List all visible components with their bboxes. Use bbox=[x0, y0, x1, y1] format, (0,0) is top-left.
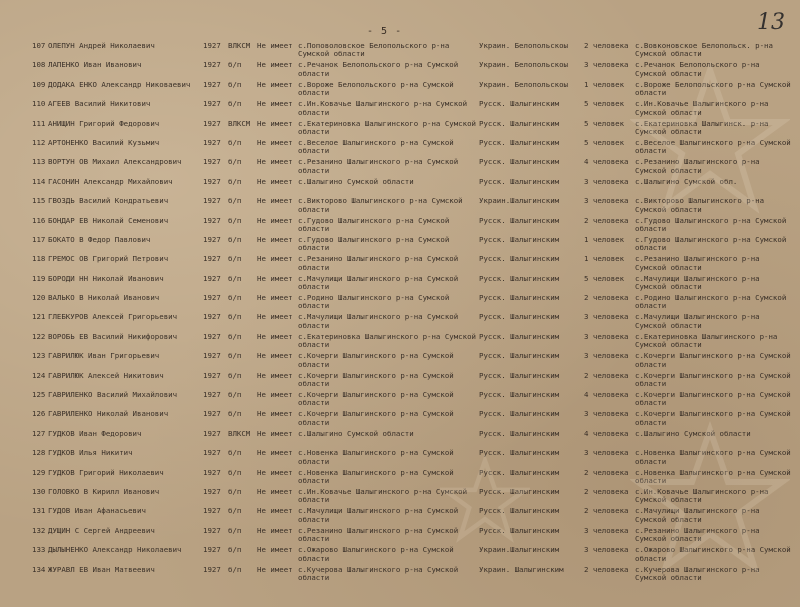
party-membership: б/п bbox=[228, 506, 242, 516]
table-row bbox=[0, 271, 800, 290]
family-count: 3 человека bbox=[584, 409, 629, 419]
party-membership: б/п bbox=[228, 293, 242, 303]
row-number: 121 bbox=[32, 312, 46, 322]
conviction-status: Не имеет bbox=[257, 137, 293, 147]
table-row bbox=[0, 251, 800, 270]
home-address: с.Мачулищи Шалыгинского р-на Сумской области bbox=[298, 312, 459, 330]
conviction-status: Не имеет bbox=[257, 196, 293, 206]
person-name: ДУЩИН С Сергей Андреевич bbox=[48, 526, 155, 535]
family-count: 5 человек bbox=[584, 137, 625, 147]
home-address: с.Ожарово Шалыгинского р-на Сумской области bbox=[298, 545, 454, 563]
home-address: с.Мачулищи Шалыгинского р-на Сумской области bbox=[298, 506, 459, 524]
row-number: 126 bbox=[32, 409, 46, 419]
home-address: с.Кочерги Шалыгинского р-на Сумской области bbox=[298, 351, 454, 369]
family-count: 3 человека bbox=[584, 448, 629, 458]
birth-year: 1927 bbox=[203, 157, 221, 167]
home-address: с.Мачулищи Шалыгинского р-на Сумской области bbox=[298, 273, 459, 292]
birth-year: 1927 bbox=[203, 215, 221, 225]
birth-year: 1927 bbox=[203, 409, 221, 419]
conviction-status: Не имеет bbox=[257, 545, 293, 555]
party-membership: б/п bbox=[228, 137, 242, 147]
handwritten-sheet-number: 13 bbox=[757, 10, 785, 35]
birth-year: 1927 bbox=[203, 196, 221, 206]
record-list bbox=[0, 38, 800, 581]
table-row bbox=[0, 213, 800, 232]
birth-year: 1927 bbox=[203, 312, 221, 322]
person-name: ЖУРАВЛ ЕВ Иван Матвеевич bbox=[48, 565, 155, 574]
table-row bbox=[0, 77, 800, 96]
home-address: с.Вороже Белопольского р-на Сумской области bbox=[298, 79, 454, 98]
birth-year: 1927 bbox=[203, 525, 221, 535]
row-number: 120 bbox=[32, 293, 46, 303]
family-address: с.Веселое Шалыгинского р-на Сумской области bbox=[635, 138, 791, 156]
row-number: 127 bbox=[32, 428, 46, 438]
table-row bbox=[0, 174, 800, 193]
nationality-district: Русск. Шалыгинским bbox=[479, 526, 560, 535]
table-row bbox=[0, 542, 800, 561]
party-membership: б/п bbox=[228, 467, 242, 477]
family-count: 3 человека bbox=[584, 545, 629, 555]
birth-year: 1927 bbox=[203, 60, 221, 70]
birth-year: 1927 bbox=[203, 370, 221, 380]
party-membership: б/п bbox=[228, 409, 242, 419]
nationality-district: Русск. Шалыгинским bbox=[479, 158, 560, 167]
home-address: с.Ин.Ковачье Шалыгинского р-на Сумской области bbox=[298, 486, 468, 505]
party-membership: б/п bbox=[228, 176, 242, 186]
family-count: 3 человека bbox=[584, 60, 629, 70]
home-address: с.Родино Шалыгинского р-на Сумской области bbox=[298, 293, 450, 311]
nationality-district: Украин. Белопольскоы bbox=[479, 42, 568, 50]
family-count: 2 человека bbox=[584, 564, 629, 574]
nationality-district: Русск. Шалыгинским bbox=[479, 332, 560, 341]
person-name: АГЕЕВ Василий Никитович bbox=[48, 100, 151, 109]
party-membership: б/п bbox=[228, 564, 242, 574]
family-address: с.Мачулищи Шалыгинского р-на Сумской области bbox=[635, 507, 760, 524]
row-number: 122 bbox=[32, 331, 46, 341]
table-row bbox=[0, 562, 800, 581]
birth-year: 1927 bbox=[203, 99, 221, 109]
table-row bbox=[0, 484, 800, 503]
conviction-status: Не имеет bbox=[257, 525, 293, 535]
home-address: с.Гудово Шалыгинского р-на Сумской области bbox=[298, 234, 450, 253]
party-membership: б/п bbox=[228, 370, 242, 380]
family-count: 2 человека bbox=[584, 215, 629, 225]
party-membership: б/п bbox=[228, 525, 242, 535]
party-membership: б/п bbox=[228, 486, 242, 496]
person-name: ГАВРИЛЕНКО Василий Михайлович bbox=[48, 391, 178, 400]
nationality-district: Русск. Шалыгинским bbox=[479, 371, 560, 380]
table-row bbox=[0, 232, 800, 251]
person-name: ВАЛЬКО В Николай Иванович bbox=[48, 294, 160, 303]
row-number: 108 bbox=[32, 60, 46, 70]
party-membership: б/п bbox=[228, 196, 242, 206]
family-address: с.Родино Шалыгинского р-на Сумской области bbox=[635, 294, 787, 311]
family-address: с.Речанок Белопольского р-на Сумской области bbox=[635, 61, 760, 78]
birth-year: 1927 bbox=[203, 234, 221, 244]
person-name: ГВОЗДЬ Василий Кондратьевич bbox=[48, 197, 169, 206]
person-name: ГАСОНИН Александр Михайлович bbox=[48, 177, 173, 186]
person-name: АРТОНЕНКО Василий Кузьмич bbox=[48, 138, 160, 147]
conviction-status: Не имеет bbox=[257, 467, 293, 477]
family-address: с.Шалыгино Сумской области bbox=[635, 429, 751, 438]
person-name: ГУДОВ Иван Афанасьевич bbox=[48, 507, 146, 516]
nationality-district: Русск. Шалыгинским bbox=[479, 410, 560, 419]
table-row bbox=[0, 309, 800, 328]
table-row bbox=[0, 135, 800, 154]
family-count: 2 человека bbox=[584, 41, 629, 50]
birth-year: 1927 bbox=[203, 351, 221, 361]
conviction-status: Не имеет bbox=[257, 176, 293, 186]
person-name: ОЛЕПУН Андрей Николаевич bbox=[48, 42, 155, 50]
table-row bbox=[0, 465, 800, 484]
nationality-district: Русск. Шалыгинским bbox=[479, 177, 560, 186]
family-address: с.Резанино Шалыгинского р-на Сумской области bbox=[635, 158, 760, 175]
family-count: 4 человека bbox=[584, 428, 629, 438]
family-address: с.Вороже Белопольского р-на Сумской области bbox=[635, 80, 791, 98]
family-count: 4 человека bbox=[584, 157, 629, 167]
table-row bbox=[0, 57, 800, 76]
person-name: ГОЛОВКО В Кирилл Иванович bbox=[48, 487, 160, 496]
family-address: с.Кочерги Шалыгинского р-на Сумской области bbox=[635, 391, 791, 408]
family-address: с.Ожарово Шалыгинского р-на Сумской области bbox=[635, 546, 791, 563]
home-address: с.Резанино Шалыгинского р-на Сумской области bbox=[298, 254, 459, 272]
person-name: ГУДКОВ Иван Федорович bbox=[48, 429, 142, 438]
family-address: с.Ин.Ковачье Шалыгинского р-на Сумской области bbox=[635, 487, 769, 505]
party-membership: б/п bbox=[228, 331, 242, 341]
family-address: с.Мачулищи Шалыгинского р-на Сумской области bbox=[635, 274, 760, 292]
party-membership: ВЛКСМ bbox=[228, 428, 251, 438]
nationality-district: Русск. Шалыгинским bbox=[479, 507, 560, 516]
home-address: с.Веселое Шалыгинского р-на Сумской области bbox=[298, 137, 454, 156]
party-membership: ВЛКСМ bbox=[228, 118, 251, 128]
row-number: 132 bbox=[32, 525, 46, 535]
birth-year: 1927 bbox=[203, 254, 221, 264]
home-address: с.Екатериновка Шалыгинского р-на Сумской области bbox=[298, 331, 476, 350]
home-address: с.Новенка Шалыгинского р-на Сумской области bbox=[298, 467, 454, 485]
birth-year: 1927 bbox=[203, 176, 221, 186]
birth-year: 1927 bbox=[203, 79, 221, 89]
row-number: 124 bbox=[32, 370, 46, 380]
family-count: 1 человек bbox=[584, 234, 625, 244]
family-count: 3 человека bbox=[584, 176, 629, 186]
row-number: 123 bbox=[32, 351, 46, 361]
nationality-district: Русск. Шалыгинским bbox=[479, 313, 560, 322]
table-row bbox=[0, 154, 800, 173]
person-name: ГАВРИЛЮК Алексей Никитович bbox=[48, 371, 164, 380]
person-name: АНИЩИН Григорий Федорович bbox=[48, 119, 160, 128]
family-count: 3 человека bbox=[584, 351, 629, 361]
conviction-status: Не имеет bbox=[257, 254, 293, 264]
birth-year: 1927 bbox=[203, 118, 221, 128]
conviction-status: Не имеет bbox=[257, 157, 293, 167]
family-address: с.Новенка Шалыгинского р-на Сумской области bbox=[635, 449, 791, 466]
nationality-district: Русск. Шалыгинским bbox=[479, 352, 560, 361]
conviction-status: Не имеет bbox=[257, 99, 293, 109]
row-number: 134 bbox=[32, 564, 46, 574]
row-number: 119 bbox=[32, 273, 46, 283]
table-row bbox=[0, 406, 800, 425]
party-membership: б/п bbox=[228, 448, 242, 458]
birth-year: 1927 bbox=[203, 293, 221, 303]
nationality-district: Русск. Шалыгинским bbox=[479, 138, 560, 147]
row-number: 113 bbox=[32, 157, 46, 167]
family-count: 2 человека bbox=[584, 486, 629, 496]
party-membership: ВЛКСМ bbox=[228, 41, 251, 50]
row-number: 133 bbox=[32, 545, 46, 555]
birth-year: 1927 bbox=[203, 41, 221, 50]
birth-year: 1927 bbox=[203, 448, 221, 458]
row-number: 115 bbox=[32, 196, 46, 206]
conviction-status: Не имеет bbox=[257, 370, 293, 380]
home-address: с.Викторово Шалыгинского р-на Сумской области bbox=[298, 196, 463, 214]
row-number: 107 bbox=[32, 41, 46, 50]
nationality-district: Русск. Шалыгинским bbox=[479, 487, 560, 496]
conviction-status: Не имеет bbox=[257, 273, 293, 283]
table-row bbox=[0, 523, 800, 542]
person-name: ГУДКОВ Илья Никитич bbox=[48, 449, 133, 458]
conviction-status: Не имеет bbox=[257, 564, 293, 574]
birth-year: 1927 bbox=[203, 273, 221, 283]
birth-year: 1927 bbox=[203, 506, 221, 516]
family-count: 1 человек bbox=[584, 254, 625, 264]
person-name: ГРЕМОС ОВ Григорий Петрович bbox=[48, 255, 169, 264]
home-address: с.Гудово Шалыгинского р-на Сумской области bbox=[298, 215, 450, 233]
family-address: с.Кочерги Шалыгинского р-на Сумской области bbox=[635, 352, 791, 369]
party-membership: б/п bbox=[228, 215, 242, 225]
person-name: ГЛЕБКУРОВ Алексей Григорьевич bbox=[48, 313, 178, 322]
person-name: ДОДАКА ЕНКО Александр Никоваевич bbox=[48, 80, 191, 89]
home-address: с.Речанок Белопольского р-на Сумской области bbox=[298, 60, 459, 78]
table-row bbox=[0, 96, 800, 115]
birth-year: 1927 bbox=[203, 467, 221, 477]
family-count: 1 человек bbox=[584, 79, 625, 89]
birth-year: 1927 bbox=[203, 137, 221, 147]
family-count: 3 человека bbox=[584, 196, 629, 206]
party-membership: б/п bbox=[228, 79, 242, 89]
table-row bbox=[0, 329, 800, 348]
family-address: с.Викторово Шалыгинского р-на Сумской области bbox=[635, 197, 765, 214]
birth-year: 1927 bbox=[203, 331, 221, 341]
person-name: ГУДКОВ Григорий Николаевич bbox=[48, 468, 164, 477]
table-row bbox=[0, 38, 800, 57]
row-number: 130 bbox=[32, 486, 46, 496]
family-count: 3 человека bbox=[584, 525, 629, 535]
conviction-status: Не имеет bbox=[257, 351, 293, 361]
table-row bbox=[0, 193, 800, 212]
nationality-district: Русск. Шалыгинским bbox=[479, 100, 560, 109]
birth-year: 1927 bbox=[203, 486, 221, 496]
family-address: с.Екатериновка Шалыгинск. р-на Сумской области bbox=[635, 119, 769, 136]
family-count: 5 человек bbox=[584, 118, 625, 128]
conviction-status: Не имеет bbox=[257, 486, 293, 496]
conviction-status: Не имеет bbox=[257, 312, 293, 322]
row-number: 129 bbox=[32, 467, 46, 477]
table-row bbox=[0, 426, 800, 445]
row-number: 117 bbox=[32, 234, 46, 244]
conviction-status: Не имеет bbox=[257, 41, 293, 50]
home-address: с.Екатериновка Шалыгинского р-на Сумской области bbox=[298, 118, 476, 136]
nationality-district: Украин.Шалыгинским bbox=[479, 546, 560, 555]
person-name: ГАВРИЛЮК Иван Григорьевич bbox=[48, 352, 160, 361]
home-address: с.Кочерги Шалыгинского р-на Сумской области bbox=[298, 390, 454, 408]
home-address: с.Шалыгино Сумской области bbox=[298, 176, 414, 186]
conviction-status: Не имеет bbox=[257, 118, 293, 128]
conviction-status: Не имеет bbox=[257, 79, 293, 89]
conviction-status: Не имеет bbox=[257, 293, 293, 303]
home-address: с.Шалыгино Сумской области bbox=[298, 428, 414, 438]
family-address: с.Кучерова Шалыгинского р-на Сумской области bbox=[635, 565, 760, 582]
family-address: с.Ин.Ковачье Шалыгинского р-на Сумской области bbox=[635, 100, 769, 117]
party-membership: б/п bbox=[228, 60, 242, 70]
family-count: 2 человека bbox=[584, 293, 629, 303]
row-number: 131 bbox=[32, 506, 46, 516]
row-number: 116 bbox=[32, 215, 46, 225]
conviction-status: Не имеет bbox=[257, 428, 293, 438]
person-name: ВОРОБЬ ЕВ Василий Никифорович bbox=[48, 332, 178, 341]
conviction-status: Не имеет bbox=[257, 506, 293, 516]
party-membership: б/п bbox=[228, 254, 242, 264]
nationality-district: Русск. Шалыгинским bbox=[479, 119, 560, 128]
family-address: с.Кочерги Шалыгинского р-на Сумской области bbox=[635, 410, 791, 427]
row-number: 111 bbox=[32, 118, 46, 128]
nationality-district: Русск. Шалыгинским bbox=[479, 216, 560, 225]
birth-year: 1927 bbox=[203, 390, 221, 400]
conviction-status: Не имеет bbox=[257, 390, 293, 400]
home-address: с.Кучерова Шалыгинского р-на Сумской области bbox=[298, 564, 459, 582]
nationality-district: Русск. Шалыгинским bbox=[479, 274, 560, 283]
person-name: ЛАПЕНКО Иван Иванович bbox=[48, 61, 142, 70]
family-address: с.Кочерги Шалыгинского р-на Сумской области bbox=[635, 371, 791, 389]
nationality-district: Русск. Шалыгинским bbox=[479, 429, 560, 438]
conviction-status: Не имеет bbox=[257, 215, 293, 225]
home-address: с.Ин.Ковачье Шалыгинского р-на Сумской области bbox=[298, 99, 468, 117]
table-row bbox=[0, 116, 800, 135]
nationality-district: Русск. Шалыгинским bbox=[479, 449, 560, 458]
nationality-district: Русск. Шалыгинским bbox=[479, 255, 560, 264]
row-number: 109 bbox=[32, 79, 46, 89]
family-address: с.Гудово Шалыгинского р-на Сумской области bbox=[635, 235, 787, 253]
nationality-district: Русск. Шалыгинским bbox=[479, 468, 560, 477]
family-count: 3 человека bbox=[584, 312, 629, 322]
home-address: с.Кочерги Шалыгинского р-на Сумской области bbox=[298, 409, 454, 427]
nationality-district: Украин. Белопольскоы bbox=[479, 61, 568, 70]
birth-year: 1927 bbox=[203, 428, 221, 438]
person-name: ВОРТУН ОВ Михаил Александрович bbox=[48, 158, 182, 167]
conviction-status: Не имеет bbox=[257, 331, 293, 341]
table-row bbox=[0, 348, 800, 367]
family-address: с.Гудово Шалыгинского р-на Сумской области bbox=[635, 216, 787, 233]
family-address: с.Новенка Шалыгинского р-на Сумской области bbox=[635, 468, 791, 485]
family-count: 5 человек bbox=[584, 99, 625, 109]
table-row bbox=[0, 445, 800, 464]
row-number: 128 bbox=[32, 448, 46, 458]
row-number: 118 bbox=[32, 254, 46, 264]
family-count: 2 человека bbox=[584, 506, 629, 516]
birth-year: 1927 bbox=[203, 545, 221, 555]
home-address: с.Поповоловское Белопольского р-на Сумской области bbox=[298, 41, 450, 59]
table-row bbox=[0, 290, 800, 309]
family-count: 4 человека bbox=[584, 390, 629, 400]
person-name: ДЫЛЫНЕНКО Александр Николаевич bbox=[48, 546, 182, 555]
table-row bbox=[0, 387, 800, 406]
home-address: с.Резанино Шалыгинского р-на Сумской области bbox=[298, 525, 459, 544]
family-address: с.Екатериновка Шалыгинского р-на Сумской области bbox=[635, 332, 778, 350]
conviction-status: Не имеет bbox=[257, 234, 293, 244]
nationality-district: Русск. Шалыгинским bbox=[479, 391, 560, 400]
conviction-status: Не имеет bbox=[257, 409, 293, 419]
family-count: 3 человека bbox=[584, 331, 629, 341]
family-address: с.Резанино Шалыгинского р-на Сумской области bbox=[635, 255, 760, 272]
birth-year: 1927 bbox=[203, 564, 221, 574]
page-number: - 5 - bbox=[367, 26, 403, 37]
row-number: 112 bbox=[32, 137, 46, 147]
person-name: БОРОДИ НН Николай Иванович bbox=[48, 274, 164, 283]
person-name: БОНДАР ЕВ Николай Семенович bbox=[48, 216, 169, 225]
row-number: 114 bbox=[32, 176, 46, 186]
family-address: с.Вовконовское Белопольск. р-на Сумской области bbox=[635, 42, 773, 59]
table-row bbox=[0, 503, 800, 522]
party-membership: б/п bbox=[228, 390, 242, 400]
party-membership: б/п bbox=[228, 545, 242, 555]
family-count: 2 человека bbox=[584, 370, 629, 380]
home-address: с.Кочерги Шалыгинского р-на Сумской области bbox=[298, 370, 454, 389]
family-address: с.Шалыгино Сумской обл. bbox=[635, 177, 738, 186]
person-name: БОКАТО В Федор Павлович bbox=[48, 235, 151, 244]
nationality-district: Украин.Шалыгинским bbox=[479, 197, 560, 206]
row-number: 110 bbox=[32, 99, 46, 109]
party-membership: б/п bbox=[228, 234, 242, 244]
nationality-district: Украин. Шалыгинским bbox=[479, 565, 564, 574]
home-address: с.Новенка Шалыгинского р-на Сумской области bbox=[298, 448, 454, 466]
party-membership: б/п bbox=[228, 312, 242, 322]
party-membership: б/п bbox=[228, 157, 242, 167]
family-count: 5 человек bbox=[584, 273, 625, 283]
person-name: ГАВРИЛЕНКО Николай Иванович bbox=[48, 410, 169, 419]
party-membership: б/п bbox=[228, 351, 242, 361]
conviction-status: Не имеет bbox=[257, 448, 293, 458]
family-address: с.Мачулищи Шалыгинского р-на Сумской области bbox=[635, 313, 760, 330]
table-row bbox=[0, 368, 800, 387]
nationality-district: Украин. Белопольскоы bbox=[479, 80, 568, 89]
party-membership: б/п bbox=[228, 99, 242, 109]
family-address: с.Резанино Шалыгинского р-на Сумской области bbox=[635, 526, 760, 544]
party-membership: б/п bbox=[228, 273, 242, 283]
conviction-status: Не имеет bbox=[257, 60, 293, 70]
nationality-district: Русск. Шалыгинским bbox=[479, 294, 560, 303]
row-number: 125 bbox=[32, 390, 46, 400]
nationality-district: Русск. Шалыгинским bbox=[479, 235, 560, 244]
home-address: с.Резанино Шалыгинского р-на Сумской области bbox=[298, 157, 459, 175]
family-count: 2 человека bbox=[584, 467, 629, 477]
